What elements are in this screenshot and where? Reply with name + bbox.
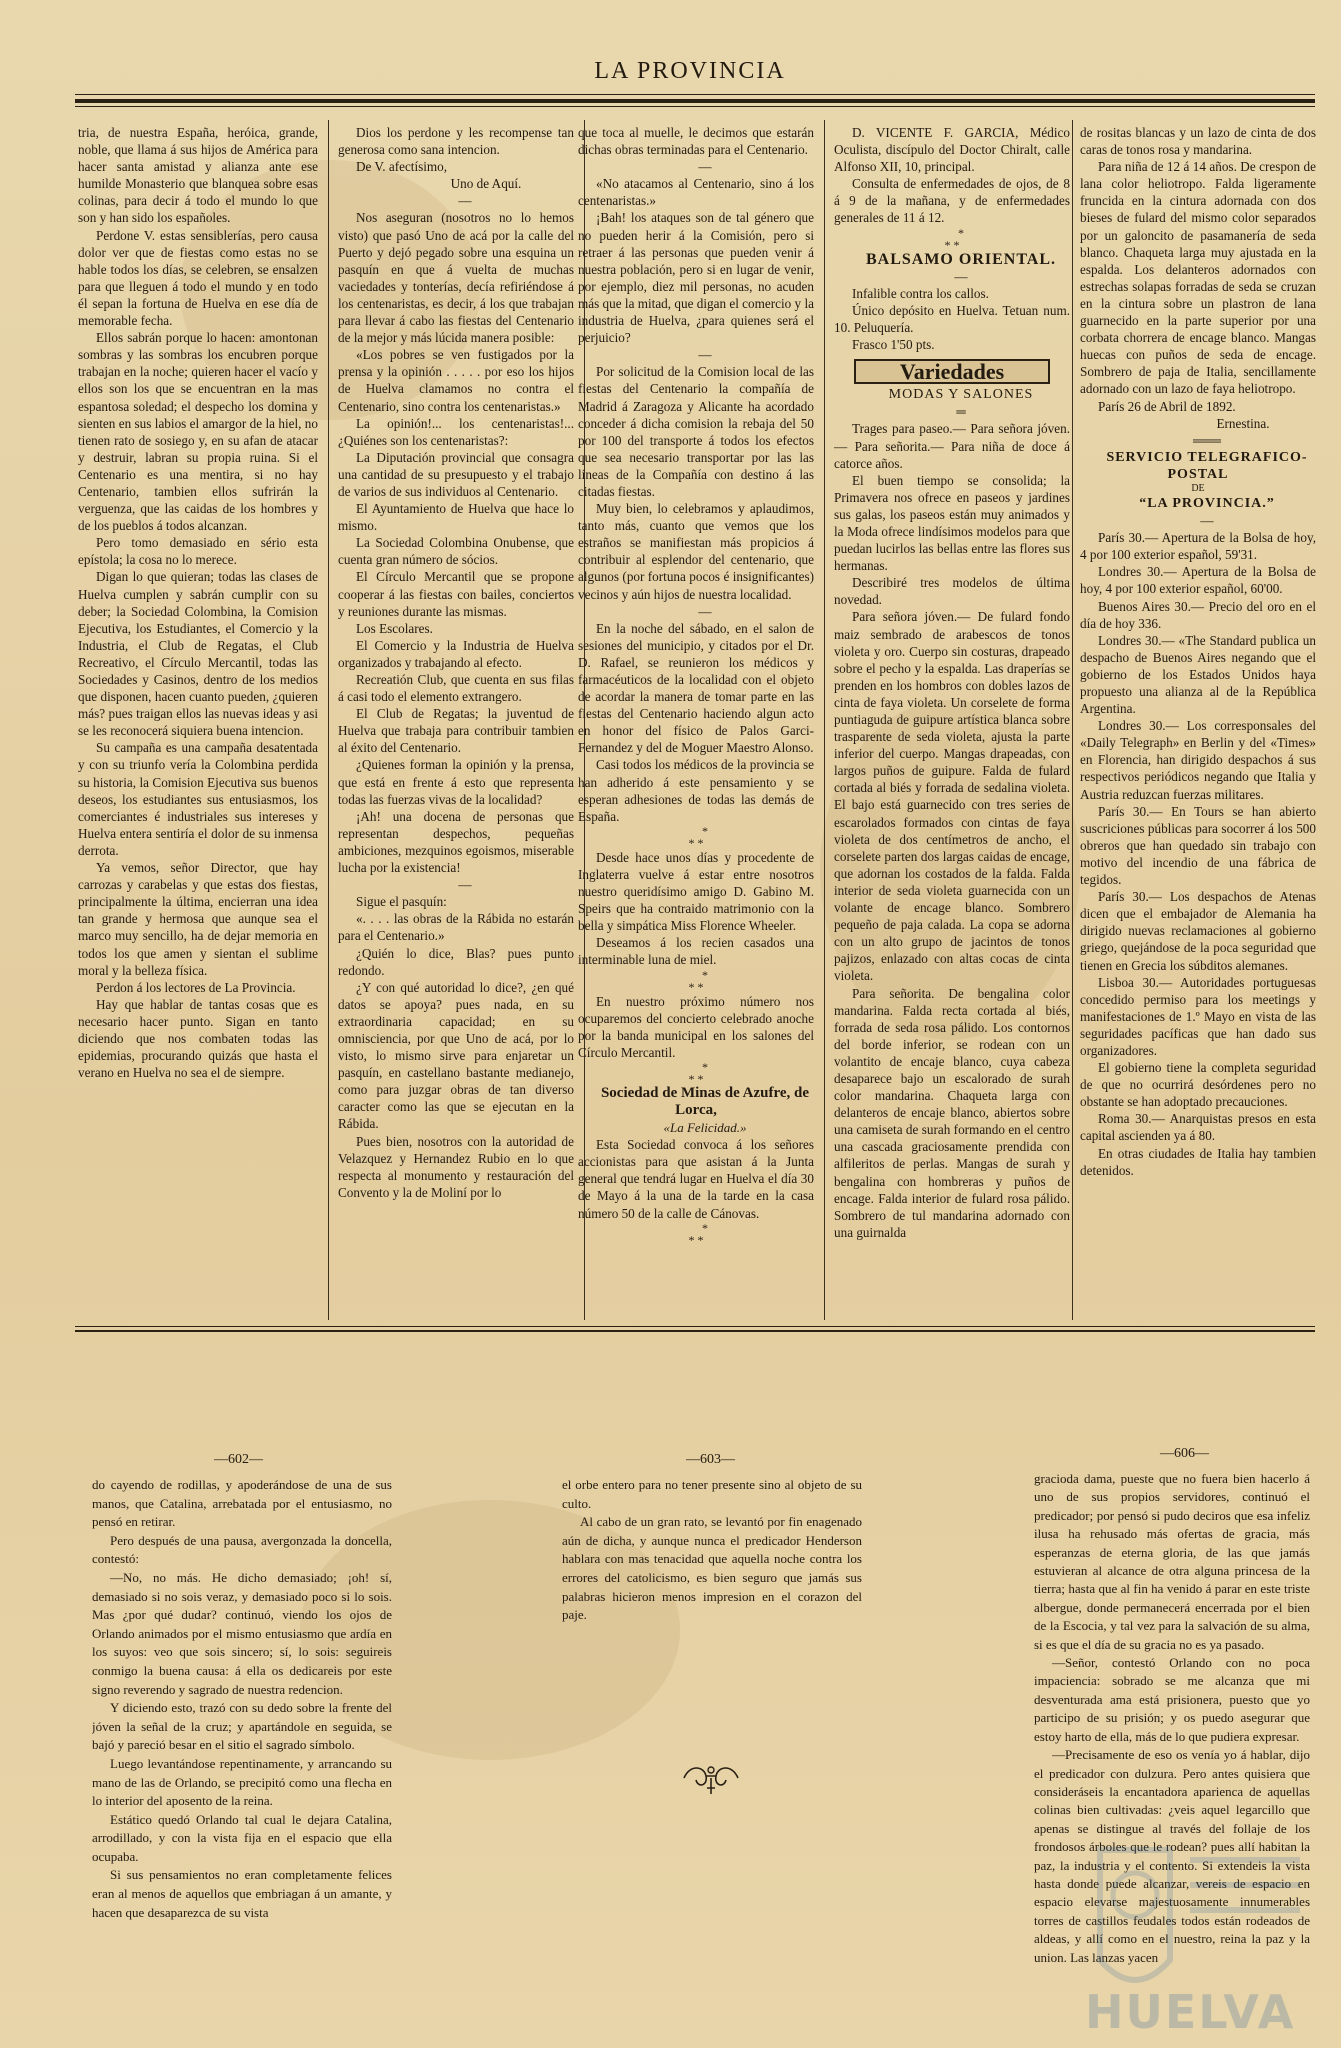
section-rule	[75, 1330, 1315, 1332]
paragraph: Estático quedó Orlando tal cual le dejara Catalina, arrodillado, y con la vista fija en el espacio que ella ocupaba.	[92, 1811, 392, 1864]
paragraph: —Precisamente de eso os venía yo á hablar, dijo el predicador con dulzura. Pero antes quisiera que consideráseis la encantadora aparienca de aquellas colinas bien cultivadas: ¿veis aquel legarcillo que apenas se distingue al través del follaje de los frondosos árboles que le rodean? pues allí habitan la paz, la industria y el contento. Si extendeis la vista hasta donde puede alcanzar, vereis de espacio en espacio elevarse majestuosamente innumerables torres de castillos feudales todos están rodeados de aldeas, y allí como en el nuestro, reina la paz y la union. Las lanzas yacen	[1034, 1747, 1310, 1965]
folletin-column-2	[562, 1476, 862, 1626]
paragraph: La Sociedad Colombina Onubense, que cuenta gran número de sócios.	[338, 535, 574, 568]
asterism: * * *	[688, 1220, 708, 1247]
paragraph: Deseamos á los recien casados una interminable luna de miel.	[578, 935, 814, 968]
paragraph: Nos aseguran (nosotros no lo hemos visto) que pasó Uno de acá por la calle del Puerto y dejó pegado sobre una esquina un pasquín en que á vuelta de muchas vaciedades y tonterías, decía refiriéndose á los centenaristas, es decir, á los que trabajan para llevar á cabo las fiestas del Centenario de la mejor y más lúcida manera posible:	[338, 210, 574, 346]
paragraph: Su campaña es una campaña desatentada y con su triunfo vería la Colombina perdida su historia, la Comision Ejecutiva sus buenos deseos, los estudiantes sus entusiasmos, los comerciantes é industriales sus intereses y Huelva entera sentiría el dolor de su inmensa derrota.	[78, 740, 318, 858]
asterism: * * *	[688, 967, 708, 994]
separator: —	[698, 603, 712, 619]
column-divider	[1072, 120, 1073, 1320]
paragraph: El Ayuntamiento de Huelva que hace lo mismo.	[338, 501, 574, 534]
paragraph: «No atacamos al Centenario, sino á los centenaristas.»	[578, 176, 814, 209]
news-item: El gobierno tiene la completa seguridad de que no ocurrirá desórdenes pero no obstante se han adoptado precauciones.	[1080, 1060, 1316, 1110]
separator: ═══	[1192, 432, 1222, 448]
separator: —	[698, 159, 712, 175]
separator: —	[1200, 513, 1214, 529]
news-item: En otras ciudades de Italia hay tambien detenidos.	[1080, 1145, 1316, 1178]
advert-text: Infalible contra los callos.	[852, 285, 989, 301]
servicio-de: DE	[1191, 482, 1205, 494]
news-item: Londres 30.— Los corresponsales del «Daily Telegraph» en Berlin y del «Times» en Florencia, han dirigido despachos á sus respectivos periódicos negando que Italia y Austria reduzcan fuerzas militares.	[1080, 718, 1316, 802]
paragraph: tria, de nuestra España, heróica, grande, noble, que llama á sus hijos de América para hacer santa amistad y alianza ante ese humilde Monasterio que blanquea sobre esas colinas, para decir á todo el mundo lo que son y han sido los españoles.	[78, 125, 318, 226]
paragraph: Dios los perdone y les recompense tan generosa como sana intencion.	[338, 125, 574, 158]
separator: —	[458, 877, 472, 893]
paragraph: que toca al muelle, le decimos que estarán dichas obras terminadas para el Centenario.	[578, 125, 814, 158]
paragraph: Los Escolares.	[356, 620, 433, 636]
paragraph: Para señora jóven.— De fulard fondo maiz sembrado de arabescos de tonos violeta y oro. Cuerpo sin costuras, drapeado sobre el pecho y la espalda. Las draperías se prenden en los hombros con dobles lazos de cinta de faya violeta. Un corselete de forma puntiaguda de guipure artística blanca sobre trasparente de seda violeta, ajusta la parte inferior del cuerpo. Mangas drapeadas, con largos puños de guipure. Falda de fulard cortada al biés y forrada de sedalina violeta. El bajo está guarnecido con tres series de escarolados formados con cintas de faya violeta de dos centímetros de ancho, el corselete parten dos largas caidas de encage, que adornan los costados de la falda. Falda interior de seda violeta guarnecida con un volante de encage blanco. Sombrero pequeño de paja calada. La copa se adorna con un alto grupo de jacintos de tonos pajizos, enlazado con altas cocas de cinta violeta.	[834, 609, 1070, 984]
advert-text: D. VICENTE F. GARCIA, Médico Oculista, discípulo del Doctor Chiralt, calle Alfonso XII, 10, principal.	[834, 125, 1070, 175]
separator: —	[458, 193, 472, 209]
paragraph: Ellos sabrán porque lo hacen: amontonan sombras y las sombras los encubren porque trabajan en la noche; quieren hacer el vacío y ellos son los que se encuentran en la mas espantosa soledad; el despecho los domina y sienten en sus labios el amargor de la hiel, no tienen rato de sosiego y, en su afan de atacar y destruir, labran su propia ruina. Si el Centenario es una mentira, si no hay Centenario, tambien ellos sufrirán la verguenza, que las caidas de los hombres y de los pueblos á todos alcanzan.	[78, 330, 318, 534]
paragraph: De V. afectísimo,	[356, 159, 448, 175]
separator: —	[954, 268, 968, 284]
society-subtitle: «La Felicidad.»	[663, 1120, 747, 1136]
paragraph: En la noche del sábado, en el salon de sesiones del municipio, y citados por el Dr. D. Rafael, se reunieron los médicos y farmacéuticos de la localidad con el objeto de acordar la manera de tomar parte en las fiestas del Centenario haciendo algun acto en honor del físico de Palos Garci-Fernandez y del de Moguer Maestro Alonso.	[578, 620, 814, 756]
paragraph: «Los pobres se ven fustigados por la prensa y la opinión . . . . . por eso los hijos de Huelva clamamos no contra el Centenario, sino contra los centenaristas.»	[338, 347, 574, 414]
advert-text: Consulta de enfermedades de ojos, de 8 á 9 de la mañana, y de enfermedades generales de 11 á 12.	[834, 176, 1070, 226]
column-2	[338, 124, 574, 1324]
news-item: París 30.— En Tours se han abierto suscriciones públicas para socorrer á los 500 obreros que han quedado sin trabajo con motivo del incendio de una fábrica de tegidos.	[1080, 803, 1316, 888]
asterism: * * *	[688, 1059, 708, 1086]
paragraph: —Señor, contestó Orlando con no poca impaciencia: sobrado se me alcanza que mi desventurada ama está prisionera, puesto que yo participo de su prisión; y os puedo asegurar que estoy harto de ella, más de lo que pudiera expresar.	[1034, 1655, 1310, 1744]
paragraph: El Círculo Mercantil que se propone cooperar á las fiestas con bailes, conciertos y reuniones durante las mismas.	[338, 569, 574, 619]
news-item: Londres 30.— Apertura de la Bolsa de hoy, 4 por 100 exterior español, 60'00.	[1080, 564, 1316, 597]
paragraph: Ya vemos, señor Director, que hay carrozas y carabelas y que estas dos fiestas, principalmente la última, encierran una idea tan grande y hermosa que aunque sea el marco muy sencillo, ha de dejar memoria en todos los que amen y sientan el sublime moral y la belleza física.	[78, 860, 318, 978]
paragraph: Trages para paseo.— Para señora jóven.— Para señorita.— Para niña de doce á catorce años.	[834, 421, 1070, 471]
paragraph: Esta Sociedad convoca á los señores accionistas para que asistan á la Junta general que tendrá lugar en Huelva el día 30 de Mayo á la una de la tarde en la casa número 50 de la calle de Cánovas.	[578, 1137, 814, 1221]
servicio-title: SERVICIO TELEGRAFICO-POSTAL	[1106, 449, 1308, 482]
paragraph: Casi todos los médicos de la provincia se han adherido á este pensamiento y se esperan adhesiones de todas las demás de España.	[578, 757, 814, 824]
column-1	[78, 124, 318, 1324]
paragraph: Desde hace unos días y procedente de Inglaterra vuelve á estar entre nosotros nuestro queridísimo amigo D. Gabino M. Speirs que ha contraido matrimonio con la bella y simpática Miss Florence Wheeler.	[578, 849, 814, 934]
paragraph: gracioda dama, pueste que no fuera bien hacerlo á uno de sus propios servidores, continuó el predicador; por pensó si pudo deciros que esa infeliz ilusa ha rehusado más ofertas de gracia, más esperanzas de eterna gloria, de las que jamás estuvieran al alcance de otra alguna princesa de la tierra; hasta que al fin ha venido á parar en este triste albergue, donde permanecerá encerrada por el bien de la Escocia, y tal vez para la salvación de su alma, si es que el día de su gracia no es ya pasado.	[1034, 1471, 1310, 1652]
paragraph: Y diciendo esto, trazó con su dedo sobre la frente del jóven la señal de la cruz; y apartándole en seguida, se bajó y pareció besar en el sitio el sagrado símbolo.	[92, 1700, 392, 1753]
paragraph: Perdone V. estas sensiblerías, pero causa dolor ver que de fiestas como estas no se hable todos los días, se celebren, se ensalzen para que lleguen á todo el mundo y en todo él sepan la fortuna de Huelva en ese día de memorable fecha.	[78, 227, 318, 329]
news-item: Roma 30.— Anarquistas presos en esta capital ascienden ya á 80.	[1080, 1111, 1316, 1144]
news-item: París 30.— Apertura de la Bolsa de hoy, 4 por 100 exterior español, 59'31.	[1080, 530, 1316, 563]
paragraph: Digan lo que quieran; todas las clases de Huelva cumplen y sabrán cumplir con su deber; la Sociedad Colombina, la Comision Ejecutiva, los Estudiantes, el Comercio y la Industria, el Club de Regatas, el Club Recreativo, el Círculo Mercantil, todas las Sociedades y Casinos, dentro de los medios que disponen, hacen cuanto pueden, ¿quieren más? pues traigan ellos las nuevas ideas y asi se les reconocerá siquiera buena intencion.	[78, 569, 318, 739]
separator: —	[698, 347, 712, 363]
balsamo-title: BALSAMO ORIENTAL.	[865, 250, 1057, 268]
paragraph: El Comercio y la Industria de Huelva organizados y trabajando al efecto.	[338, 637, 574, 670]
column-5	[1080, 124, 1316, 1324]
paragraph: el orbe entero para no tener presente sino al objeto de su culto.	[562, 1477, 862, 1511]
news-item: Lisboa 30.— Autoridades portuguesas concedido permiso para los meetings y manifestaciones de 1.º Mayo en vista de las seguridades pacíficas que han dado sus organizadores.	[1080, 974, 1316, 1058]
column-divider	[824, 120, 825, 1320]
paragraph: Recreatión Club, que cuenta en sus filas á casi todo el elemento extrangero.	[338, 672, 574, 705]
variedades-header: Variedades	[854, 359, 1050, 384]
news-item: Londres 30.— «The Standard publica un despacho de Buenos Aires negando que el gobierno de los Estados Unidos haya propuesto una alianza al de la República Argentina.	[1080, 632, 1316, 717]
asterism: * * *	[944, 225, 964, 252]
advert-text: Único depósito en Huelva. Tetuan num. 10. Peluquería.	[834, 302, 1070, 335]
page-number: —606—	[1160, 1446, 1209, 1461]
asterism: * * *	[688, 823, 708, 850]
news-item: Buenos Aires 30.— Precio del oro en el día de hoy 336.	[1080, 598, 1316, 631]
paragraph: Para niña de 12 á 14 años. De crespon de lana color heliotropo. Falda ligeramente fruncida en la cintura adornada con dos bieses de fulard del mismo color separados por un galoncito de pasamanería de seda blanco. Chaqueta larga muy ajustada en la espalda. Los delanteros adornados con estrechas solapas forradas de seda se cruzan en la cintura sobre un plastron de lana guarnecido en la parte superior por una corbata chorrera de encage blanco. Mangas huecas con puños de seda de encage. Sombrero de paja de Italia, sencillamente adornado con un lazo de faya heliotropo.	[1080, 159, 1316, 397]
modas-title: MODAS Y SALONES	[888, 387, 1034, 403]
paragraph: Hay que hablar de tantas cosas que es necesario hacer punto. Sigan en tanto diciendo que nos combaten todas las epidemias, procurando quizás que hasta el verano en Huelva no sea el de siempre.	[78, 996, 318, 1081]
paragraph: Al cabo de un gran rato, se levantó por fin enagenado aún de dicha, y aunque nunca el predicador Henderson hablara con mas tenacidad que aquella noche contra los errores del catolicismo, es bien seguro que jamás sus palabras hicieron menos impresion en el corazon del paje.	[562, 1514, 862, 1623]
paragraph: Muy bien, lo celebramos y aplaudimos, tanto más, cuanto que vemos que los estraños se manifiestan más propicios á contribuir al esplendor del centenario, que algunos (por fortuna pocos é insignificantes) vecinos y aún hijos de nuestra localidad.	[578, 501, 814, 602]
paragraph: París 26 de Abril de 1892.	[1098, 398, 1236, 414]
paragraph: ¡Ah! una docena de personas que representan despechos, pequeñas ambiciones, mezquinos egoismos, miserable lucha por la existencia!	[338, 808, 574, 876]
paragraph: Por solicitud de la Comision local de las fiestas del Centenario la compañía de Madrid á Zaragoza y Alicante ha acordado conceder á dicha comision la rebaja del 50 por 100 del transporte á todos los efectos que sea necesario transportar por las las líneas de la Compañía con destino á las citadas fiestas.	[578, 364, 814, 499]
society-title: Sociedad de Minas de Azufre, de Lorca,	[600, 1084, 810, 1118]
ornament-icon	[676, 1758, 746, 1798]
paragraph: Describiré tres modelos de última novedad.	[834, 575, 1070, 608]
column-3	[578, 124, 814, 1324]
folletin-column-1	[92, 1476, 392, 2036]
paragraph: En nuestro próximo número nos ocuparemos del concierto celebrado anoche por la banda municipal en los salones del Círculo Mercantil.	[578, 993, 814, 1060]
separator: ═	[956, 404, 966, 420]
paragraph: La opinión!... los centenaristas!... ¿Quiénes son los centenaristas?:	[338, 415, 574, 448]
paragraph: ¿Y con qué autoridad lo dice?, ¿en qué datos se apoya? pues nada, en su extraordinaria capacidad; en su omnisciencia, por que Uno de acá, por lo visto, lo mismo sirve para enjaretar un pasquín, en castellano bastante medianejo, como para juzgar obras de tan diverso caracter como las que se ejecutan en la Rábida.	[338, 979, 574, 1132]
paragraph: ¡Bah! los ataques son de tal género que no pueden herir á la Comisión, pero si retraer á las personas que pueden venir á nuestra población, pero si en lugar de venir, por ejemplo, diez mil personas, no acuden más que la mitad, que digan el comercio y la industria de Huelva, ¿para quienes será el perjuicio?	[578, 210, 814, 346]
masthead-rule	[75, 106, 1315, 107]
paragraph: de rositas blancas y un lazo de cinta de dos caras de tonos rosa y mandarina.	[1080, 125, 1316, 158]
news-item: París 30.— Los despachos de Atenas dicen que el embajador de Alemania ha dirigido nuevas reclamaciones al gobierno griego, quejándose de la poca seguridad que tienen en Grecia los súbditos alemanes.	[1080, 889, 1316, 973]
paragraph: «. . . . las obras de la Rábida no estarán para el Centenario.»	[338, 911, 574, 944]
masthead-rule	[75, 94, 1315, 95]
paragraph: La Diputación provincial que consagra una cantidad de su presupuesto y el trabajo de varios de sus individuos al Centenario.	[338, 449, 574, 499]
paragraph: Pero después de una pausa, avergonzada la doncella, contestó:	[92, 1532, 392, 1567]
paragraph: Pues bien, nosotros con la autoridad de Velazquez y Hernandez Rubio en lo que respecta al monumento y restauración del Convento y la de Moliní por lo	[338, 1133, 574, 1200]
paragraph: Para señorita. De bengalina color mandarina. Falda recta cortada al biés, forrada de seda rosa pálido. Los contornos del borde inferior, se rodean con un volantito de encaje blanco, cuya cabeza desaparece bajo un escalorado de surah color mandarina. Chaqueta larga con delanteros de encaje blanco, abiertos sobre una camiseta de surah formando en el centro una cascada graciosamente prendida con alfileritos de perlas. Mangas de surah y bengalina con hombreras y puños de encage. Falda interior de fulard rosa pálido. Sombrero de tul mandarina adornado con una guirnalda	[834, 985, 1070, 1240]
section-rule	[75, 1326, 1315, 1327]
signature: Ernestina.	[1216, 415, 1270, 431]
paragraph: Pero tomo demasiado en sério esta epístola; la cosa no lo merece.	[78, 535, 318, 568]
watermark-text: HUELVA	[1085, 1985, 1296, 2039]
masthead: LA PROVINCIA	[594, 58, 786, 84]
servicio-paper: “LA PROVINCIA.”	[1139, 495, 1275, 511]
paragraph: Si sus pensamientos no eran completamente felices eran al menos de aquellos que embriagan á un amante, y hacen que desaparezca de su vista	[92, 1867, 392, 1920]
page-number: —602—	[214, 1452, 263, 1467]
advert-text: Frasco 1'50 pts.	[852, 337, 935, 353]
masthead-rule	[75, 99, 1315, 103]
page-number: —603—	[686, 1452, 735, 1467]
paragraph: ¿Quién lo dice, Blas? pues punto redondo.	[338, 945, 574, 978]
signature: Uno de Aquí.	[450, 176, 522, 192]
column-4	[834, 124, 1070, 1324]
column-divider	[328, 120, 329, 1320]
paragraph: Perdon á los lectores de La Provincia.	[96, 979, 296, 995]
paragraph: El buen tiempo se consolida; la Primavera nos ofrece en paseos y jardines sus galas, los paseos están muy animados y la Moda ofrece lindísimos modelos para que puedan lucirlos las bellas entre las flores sus hermanas.	[834, 472, 1070, 574]
paragraph: Luego levantándose repentinamente, y arrancando su mano de las de Orlando, se precipitó como una flecha en lo interior del aposento de la reina.	[92, 1755, 392, 1809]
paragraph: El Club de Regatas; la juventud de Huelva que trabaja para contribuir tambien al éxito del Centenario.	[338, 706, 574, 756]
paragraph: ¿Quienes forman la opinión y la prensa, que está en frente á esto que representa todas las fuerzas vivas de la localidad?	[338, 757, 574, 807]
paragraph: —No, no más. He dicho demasiado; ¡oh! sí, demasiado si no sois veraz, y demasiado poco si lo sois. Mas ¿por qué dudar? continuó, viendo los ojos de Orlando animados por el mismo entusiasmo que ardía en los suyos: veo que sois sincero; sí, lo sois: seguireis conmigo la buena causa: á ella os dedicareis por este signo reverendo y sagrado de nuestra redencion.	[92, 1569, 392, 1697]
paragraph: do cayendo de rodillas, y apoderándose de una de sus manos, que Catalina, arrebatada por el entusiasmo, no pensó en retirar.	[92, 1477, 392, 1530]
paragraph: Sigue el pasquín:	[356, 894, 447, 910]
